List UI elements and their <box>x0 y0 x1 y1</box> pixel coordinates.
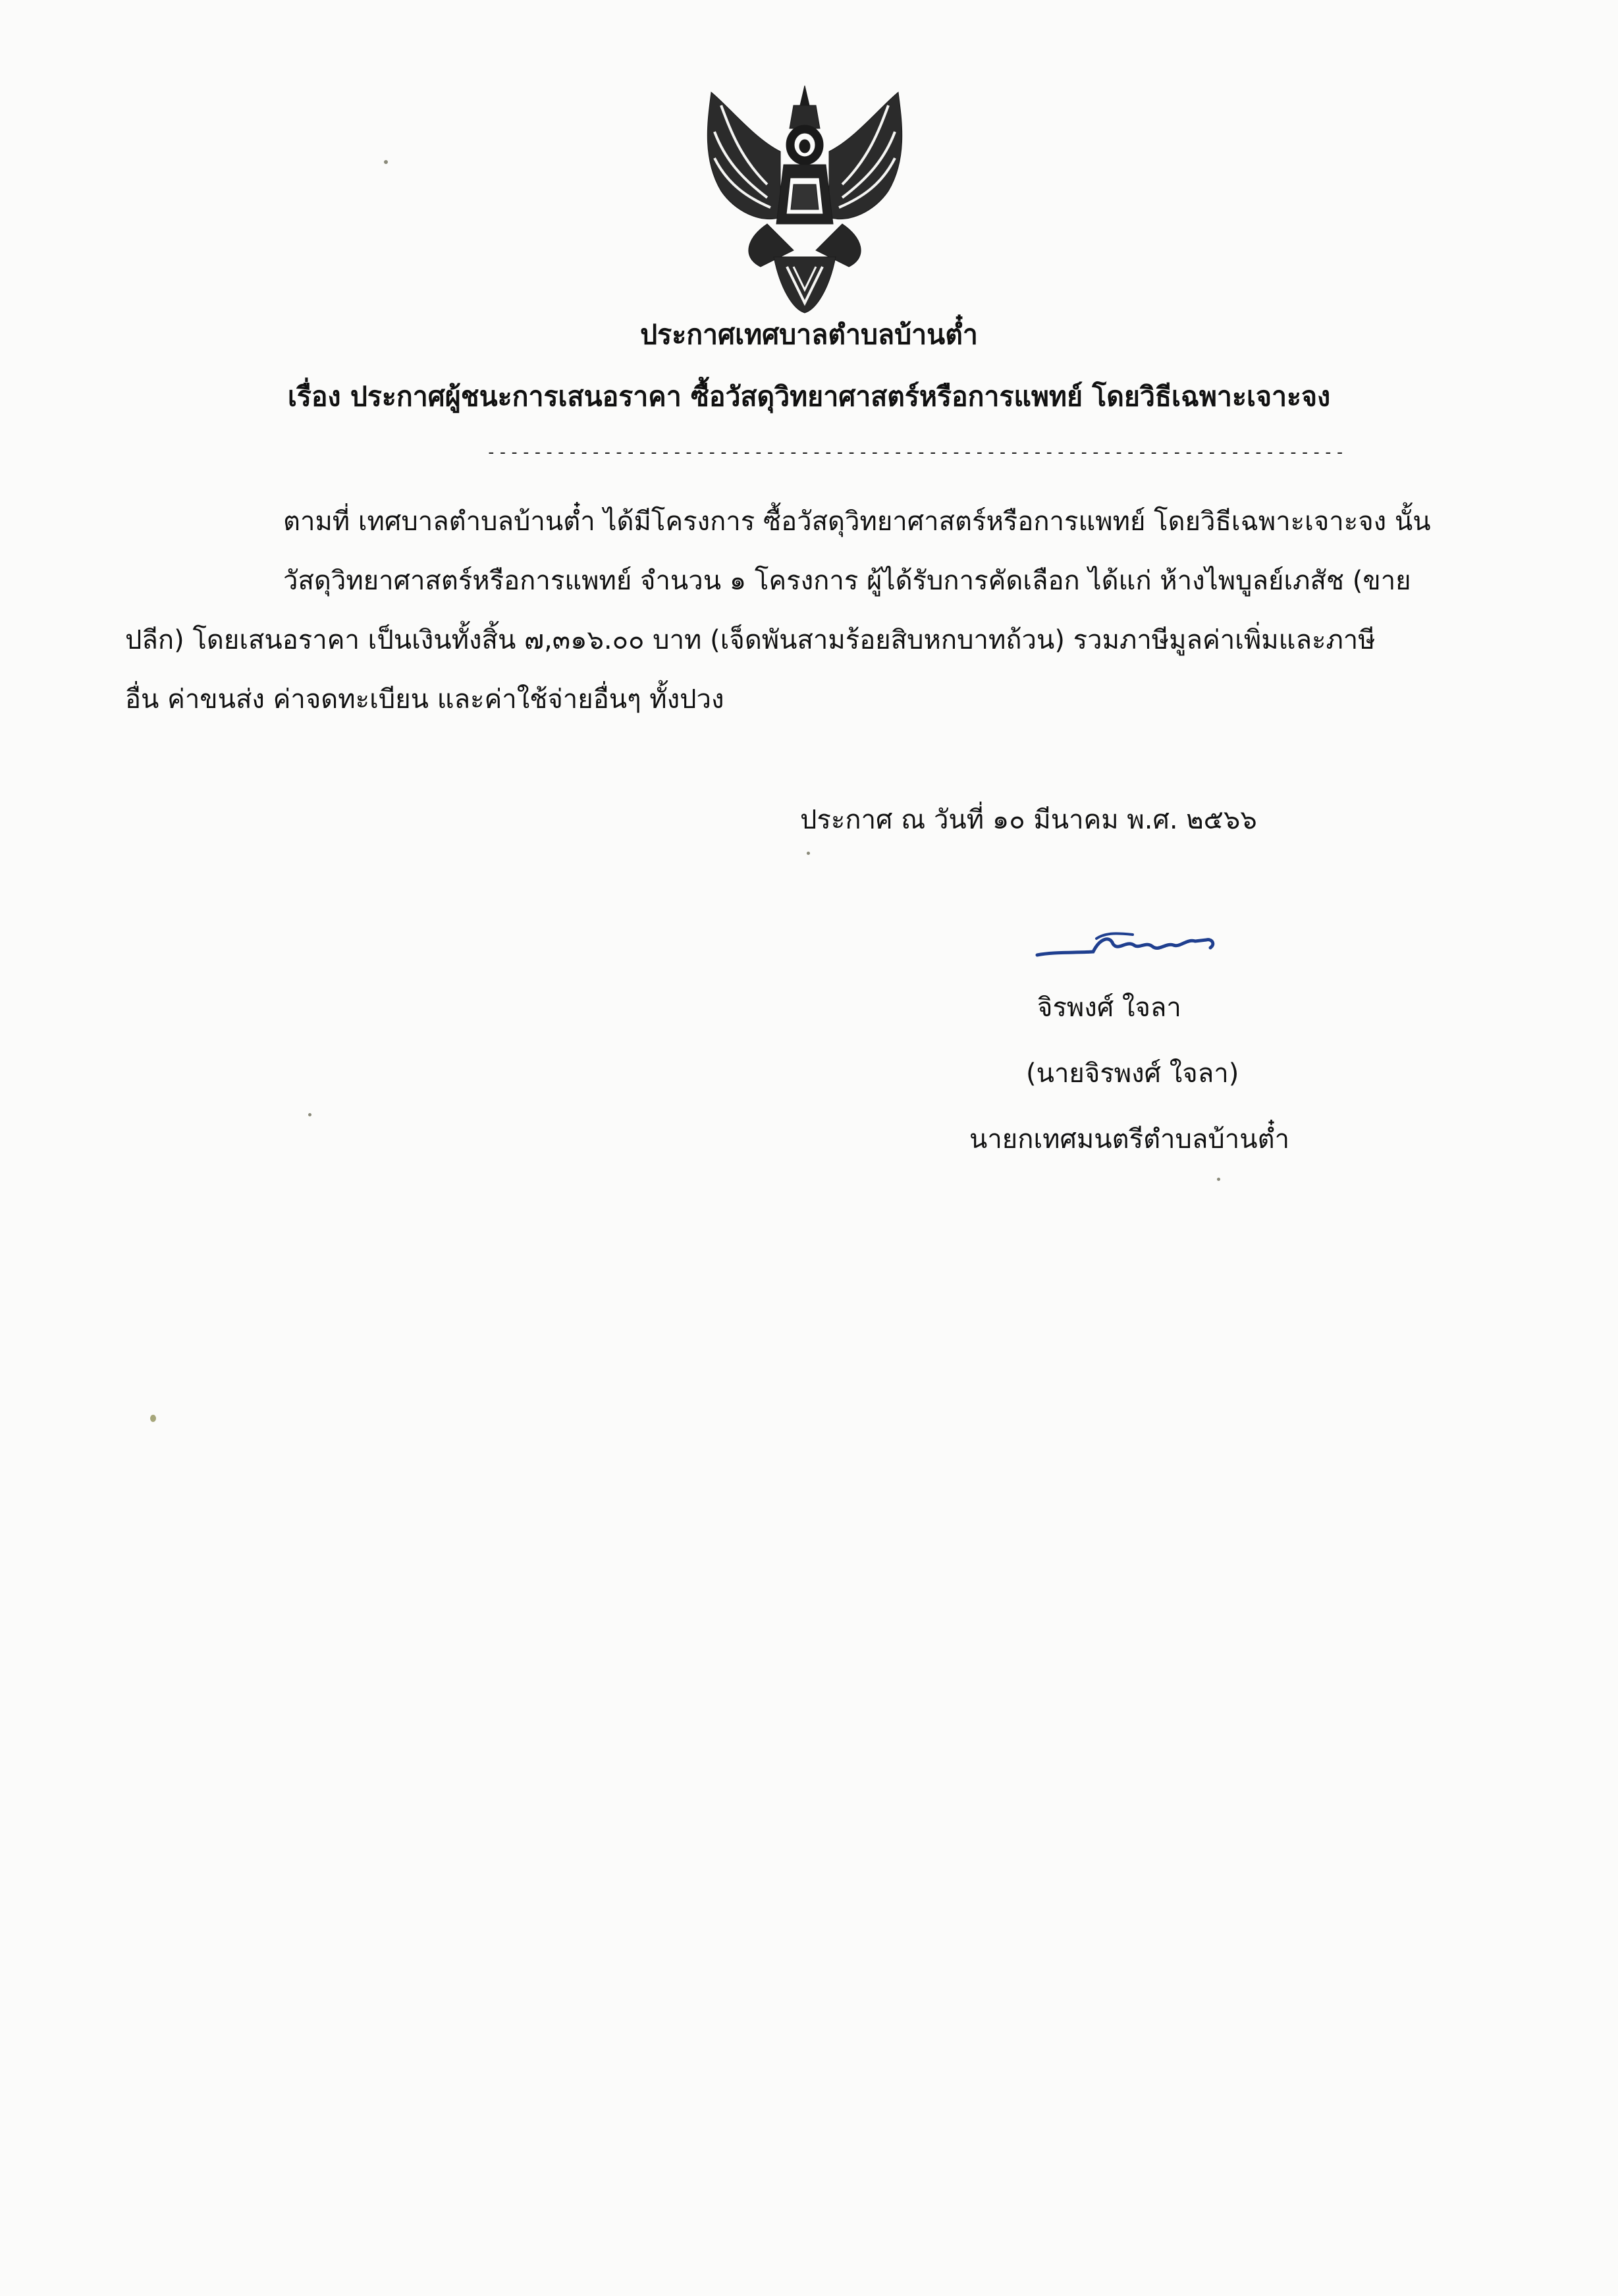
signer-position: นายกเทศมนตรีตำบลบ้านต๋ำ <box>969 1124 1290 1155</box>
announcement-title: ประกาศเทศบาลตำบลบ้านต๋ำ <box>640 319 978 350</box>
body-line: วัสดุวิทยาศาสตร์หรือการแพทย์ จำนวน ๑ โครงการ ผู้ได้รับการคัดเลือก ได้แก่ ห้างไพบูลย์เภสัช (ขาย <box>283 566 1411 596</box>
signer-name: จิรพงศ์ ใจลา <box>1037 993 1181 1023</box>
paper-speck <box>150 1415 156 1422</box>
paper-speck <box>1217 1178 1220 1181</box>
handwritten-signature <box>1034 925 1231 965</box>
paper-speck <box>384 160 388 164</box>
body-line: ปลีก) โดยเสนอราคา เป็นเงินทั้งสิ้น ๗,๓๑๖.๐๐ บาท (เจ็ดพันสามร้อยสิบหกบาทถ้วน) รวมภาษีมูลค่าเพิ่มและภาษี <box>125 625 1376 655</box>
paper-speck <box>308 1113 311 1116</box>
garuda-emblem <box>695 79 915 316</box>
paper-speck <box>807 852 810 855</box>
announcement-subject: เรื่อง ประกาศผู้ชนะการเสนอราคา ซื้อวัสดุวิทยาศาสตร์หรือการแพทย์ โดยวิธีเฉพาะเจาะจง <box>287 381 1331 412</box>
body-line: อื่น ค่าขนส่ง ค่าจดทะเบียน และค่าใช้จ่ายอื่นๆ ทั้งปวง <box>125 684 724 715</box>
signer-full-name: (นายจิรพงศ์ ใจลา) <box>1026 1058 1239 1089</box>
dashed-divider: -------------------------------------------------------------------------- <box>486 443 1347 462</box>
announcement-date: ประกาศ ณ วันที่ ๑๐ มีนาคม พ.ศ. ๒๕๖๖ <box>800 805 1257 835</box>
body-line: ตามที่ เทศบาลตำบลบ้านต๋ำ ได้มีโครงการ ซื้อวัสดุวิทยาศาสตร์หรือการแพทย์ โดยวิธีเฉพาะเจาะจง นั้น <box>283 506 1431 537</box>
